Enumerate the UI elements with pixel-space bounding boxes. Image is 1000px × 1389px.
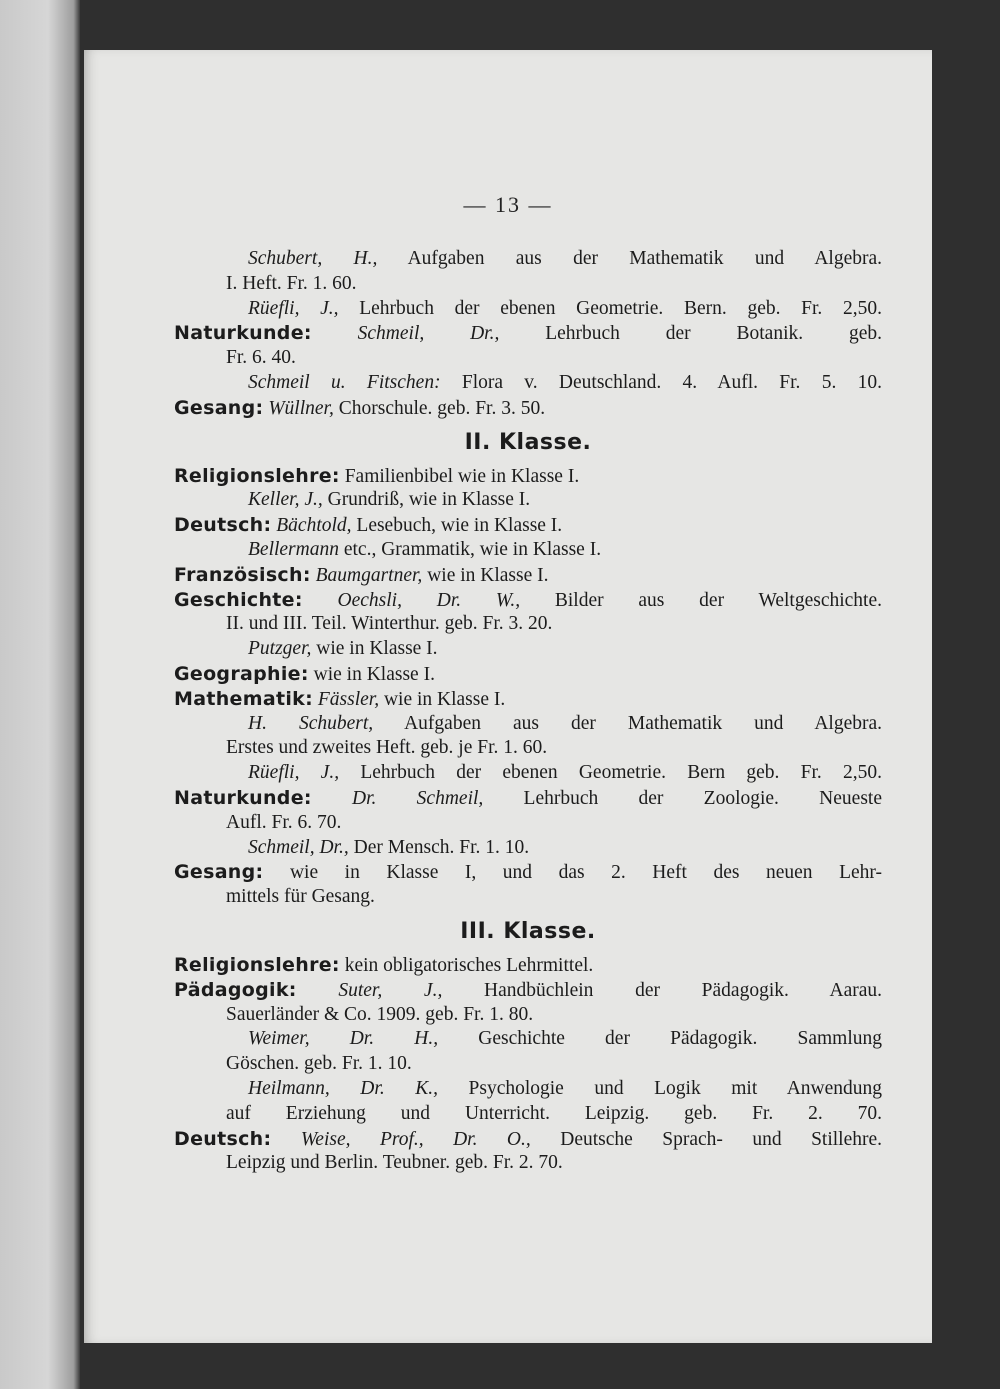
text-line <box>174 1003 882 1028</box>
text-line <box>174 396 882 421</box>
entry-text: Familienbibel wie in Klasse I. <box>339 465 580 487</box>
text-line <box>174 346 882 371</box>
entry-text: kein obligatorisches Lehrmittel. <box>339 954 594 976</box>
text-line <box>174 736 882 761</box>
text-line <box>174 272 882 297</box>
text-line <box>174 538 882 563</box>
text-line <box>174 978 882 1003</box>
adjacent-page-edge <box>0 0 80 1389</box>
author-name: Weise, Prof., Dr. O., <box>271 1128 531 1150</box>
text-line <box>174 761 882 786</box>
subject-label: Naturkunde: <box>174 322 312 345</box>
subject-label: Religionslehre: <box>174 464 340 487</box>
entry-text: wie in Klasse I. <box>311 638 438 660</box>
text-line <box>174 588 882 613</box>
author-name: Schmeil, Dr., <box>311 323 500 345</box>
text-line <box>174 513 882 538</box>
entry-text: wie in Klasse I. <box>308 663 435 685</box>
text-line <box>174 1127 882 1152</box>
text-line <box>174 247 882 272</box>
author-name: Putzger, <box>248 638 312 660</box>
subject-label: Geschichte: <box>174 588 303 611</box>
text-line <box>174 836 882 861</box>
entry-text: Lehrbuch der ebenen Geometrie. Bern geb. Fr. 2,50. <box>339 762 882 784</box>
author-name: Heilmann, Dr. K., <box>248 1077 438 1099</box>
author-name: Schmeil u. Fitschen: <box>248 371 441 393</box>
author-name: Suter, J., <box>296 979 443 1001</box>
entry-text: Der Mensch. Fr. 1. 10. <box>348 836 530 858</box>
entry-text: I. Heft. Fr. 1. 60. <box>226 272 357 294</box>
entry-text: wie in Klasse I. <box>379 688 506 710</box>
text-line <box>174 297 882 322</box>
entry-text: mittels für Gesang. <box>226 886 375 908</box>
author-name: Bellermann <box>248 538 339 560</box>
text-line <box>174 786 882 811</box>
entry-text: Fr. 6. 40. <box>226 347 296 369</box>
entry-text: etc., Grammatik, wie in Klasse I. <box>338 538 602 560</box>
entry-text: Grundriß, wie in Klasse I. <box>322 489 531 511</box>
text-line <box>174 1102 882 1127</box>
text-line <box>174 953 882 978</box>
author-name: Rüefli, J., <box>248 297 339 319</box>
subject-label: Französisch: <box>174 563 311 586</box>
subject-label: Religionslehre: <box>174 953 340 976</box>
text-line <box>174 1027 882 1052</box>
author-name: Baumgartner, <box>310 564 423 586</box>
text-line <box>174 662 882 687</box>
text-line <box>174 885 882 910</box>
author-name: Wüllner, <box>263 397 334 419</box>
entry-text: Psychologie und Logik mit Anwendung <box>437 1077 883 1099</box>
book-page <box>84 50 932 1343</box>
entry-text: Leipzig und Berlin. Teubner. geb. Fr. 2. 70. <box>226 1152 563 1174</box>
entry-text: Erstes und zweites Heft. geb. je Fr. 1. 60. <box>226 737 548 759</box>
booklist-text <box>174 247 882 1176</box>
entry-text: Aufgaben aus der Mathematik und Algebra. <box>373 712 883 734</box>
entry-text: Geschichte der Pädagogik. Sammlung <box>438 1028 882 1050</box>
text-line <box>174 488 882 513</box>
text-line <box>174 687 882 712</box>
subject-label: Geographie: <box>174 662 309 685</box>
author-name: Schubert, H., <box>248 248 378 269</box>
entry-text: Aufgaben aus der Mathematik und Algebra. <box>377 248 882 269</box>
entry-text: auf Erziehung und Unterricht. Leipzig. geb. Fr. 2. 70. <box>226 1102 882 1124</box>
subject-label: Deutsch: <box>174 514 272 537</box>
text-line <box>174 860 882 885</box>
text-line <box>174 612 882 637</box>
author-name: Bächtold, <box>271 515 352 537</box>
author-name: Schmeil, Dr., <box>248 836 349 858</box>
text-line <box>174 1077 882 1102</box>
subject-label: Pädagogik: <box>174 978 297 1001</box>
entry-text: Sauerländer & Co. 1909. geb. Fr. 1. 80. <box>226 1003 534 1025</box>
text-line <box>174 811 882 836</box>
text-line <box>174 1052 882 1077</box>
section-heading: III. Klasse. <box>460 918 596 944</box>
entry-text: Bilder aus der Weltgeschichte. <box>520 589 882 611</box>
entry-text: wie in Klasse I, und das 2. Heft des neuen Lehr- <box>263 862 882 884</box>
entry-text: Lehrbuch der ebenen Geometrie. Bern. geb. Fr. 2,50. <box>338 297 882 319</box>
subject-label: Deutsch: <box>174 1127 272 1150</box>
text-line <box>174 563 882 588</box>
entry-text: Flora v. Deutschland. 4. Aufl. Fr. 5. 10. <box>440 371 882 393</box>
text-line <box>174 637 882 662</box>
author-name: Rüefli, J., <box>248 762 340 784</box>
section-heading: II. Klasse. <box>464 429 592 455</box>
text-line <box>174 1151 882 1176</box>
subject-label: Mathematik: <box>174 687 313 710</box>
subject-label: Naturkunde: <box>174 786 312 809</box>
text-line <box>174 371 882 396</box>
entry-text: Aufl. Fr. 6. 70. <box>226 811 342 833</box>
entry-text: Göschen. geb. Fr. 1. 10. <box>226 1053 412 1075</box>
entry-text: Lehrbuch der Zoologie. Neueste <box>483 787 882 809</box>
subject-label: Gesang: <box>174 861 264 884</box>
text-line <box>174 712 882 737</box>
entry-text: Lesebuch, wie in Klasse I. <box>351 515 563 537</box>
entry-text: Lehrbuch der Botanik. geb. <box>499 323 882 345</box>
author-name: Keller, J., <box>248 489 323 511</box>
author-name: H. Schubert, <box>248 712 374 734</box>
entry-text: Deutsche Sprach- und Stillehre. <box>530 1128 883 1150</box>
author-name: Oechsli, Dr. W., <box>302 589 521 611</box>
page-number: — 13 — <box>463 192 553 217</box>
author-name: Fässler, <box>312 688 380 710</box>
subject-label: Gesang: <box>174 396 264 419</box>
entry-text: Chorschule. geb. Fr. 3. 50. <box>333 397 546 419</box>
author-name: Dr. Schmeil, <box>311 787 484 809</box>
entry-text: wie in Klasse I. <box>422 564 549 586</box>
entry-text: II. und III. Teil. Winterthur. geb. Fr. 3. 20. <box>226 613 553 635</box>
author-name: Weimer, Dr. H., <box>248 1028 439 1050</box>
text-line <box>174 464 882 489</box>
text-line <box>174 321 882 346</box>
entry-text: Handbüchlein der Pädagogik. Aarau. <box>442 979 882 1001</box>
